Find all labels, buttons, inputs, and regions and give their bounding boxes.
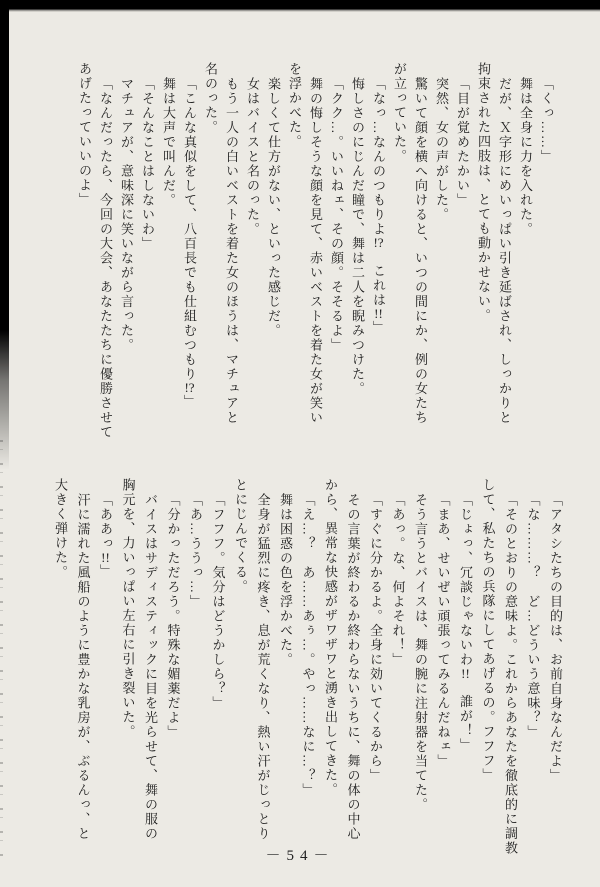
scan-speckle-left (0, 440, 3, 860)
text-line: から、異常な快感がザワザワと湧き出してきた。 (323, 478, 338, 797)
text-line: バイスはサディスティックに目を光らせて、舞の服の (143, 492, 158, 841)
text-line: マチュアが、意味深に笑いながら言った。 (119, 76, 134, 352)
tatechuyoko: !! (101, 550, 110, 564)
text-line: だが、Ｘ字形にめいっぱい引き延ばされ、しっかりと (497, 76, 512, 425)
text-line: 「すぐに分かるよ。全身に効いてくるから」 (368, 492, 383, 783)
text-line: 「なんだったら、今回の大会、あなたたちに優勝させて (98, 76, 113, 439)
text-line: 「まあ、せいぜい頑張ってみるんだねェ」 (435, 492, 451, 768)
text-line: 驚いて顔を横へ向けると、いつの間にか、例の女たち (413, 76, 428, 425)
text-line: 突然、女の声がした。 (434, 76, 449, 222)
text-line: 「フフフ。気分はどうかしら？」 (210, 492, 226, 710)
text-line: その言葉が終わるか終わらないうちに、舞の体の中心 (345, 492, 361, 841)
tatechuyoko: !? (184, 381, 195, 394)
page-number: －54－ (265, 848, 335, 864)
text-line: 「あっ。な、何よそれ！」 (390, 492, 406, 667)
text-line: あげたっていいのよ」 (77, 62, 92, 207)
text-line: 汗に濡れた風船のように豊かな乳房が、ぶるんっ、と (75, 492, 91, 841)
text-line: 胸元を、力いっぱい左右に引き裂いた。 (120, 478, 136, 739)
text-line: 「アタシたちの目的は、お前自身なんだよ」 (548, 492, 563, 783)
text-line: 舞は全身に力を入れた。 (518, 76, 533, 236)
text-line: 「こんな真似をして、八百長でも仕組むつもり!?」 (182, 76, 197, 409)
text-line: 「そのとおりの意味よ。これからあなたを徹底的に調教 (503, 492, 518, 855)
text-line: を浮かべた。 (287, 62, 302, 149)
text-line: 舞の悔しそうな顔を見て、赤いベストを着た女が笑い (308, 76, 323, 425)
text-line: 「え…？ あ……あぅ…。やっ……なに…？」 (300, 492, 316, 797)
text-line: 悔しさのにじんだ瞳で、舞は二人を睨みつけた。 (350, 76, 365, 396)
text-line: とにじんでくる。 (233, 478, 248, 594)
text-line: が立っていた。 (392, 62, 407, 164)
tatechuyoko: !! (461, 666, 470, 680)
text-line: 舞は大声で叫んだ。 (161, 76, 176, 207)
text-line: 「な………？ ど…どういう意味？」 (525, 492, 541, 739)
text-line: 「あ…ううっ…」 (188, 492, 203, 609)
scan-edge-top (0, 0, 600, 12)
text-line: して、私たちの兵隊にしてあげるの。フフフ」 (480, 478, 496, 783)
text-line: 「くっ……」 (539, 76, 554, 164)
text-block-lower (49, 478, 567, 858)
text-block-upper (74, 62, 557, 442)
scan-edge-left (0, 0, 9, 470)
text-line: 「じょっ、冗談じゃないわ!! 誰が！」 (458, 492, 473, 752)
text-line: 女はバイスと名のった。 (245, 76, 260, 236)
text-line: 全身が猛烈に疼き、息が荒くなり、熱い汗がじっとり (255, 492, 271, 841)
tatechuyoko: !! (374, 307, 383, 320)
text-line: 「分かっただろう。特殊な媚薬だよ」 (165, 492, 181, 739)
text-line: 大きく弾けた。 (53, 478, 68, 580)
text-line: 「目が覚めたかい」 (455, 76, 470, 207)
text-line: 名のった。 (203, 62, 218, 135)
text-line: 「なっ…なんのつもりよ!? これは!!」 (371, 76, 386, 335)
text-line: そう言うとバイスは、舞の腕に注射器を当てた。 (413, 492, 428, 812)
text-line: 楽しくて仕方がない、といった感じだ。 (266, 76, 281, 338)
text-line: 「クク…。いいねェ、その顔。そそるよ」 (329, 76, 344, 352)
tatechuyoko: !? (373, 236, 384, 249)
text-line: 「ああっ!!」 (98, 492, 113, 578)
text-line: 舞は困惑の色を浮かべた。 (278, 492, 293, 667)
text-line: もう一人の白いベストを着た女のほうは、マチュアと (224, 76, 239, 425)
text-line: 拘束された四肢は、とても動かせない。 (476, 62, 491, 323)
text-line: 「そんなことはしないわ」 (140, 76, 155, 251)
